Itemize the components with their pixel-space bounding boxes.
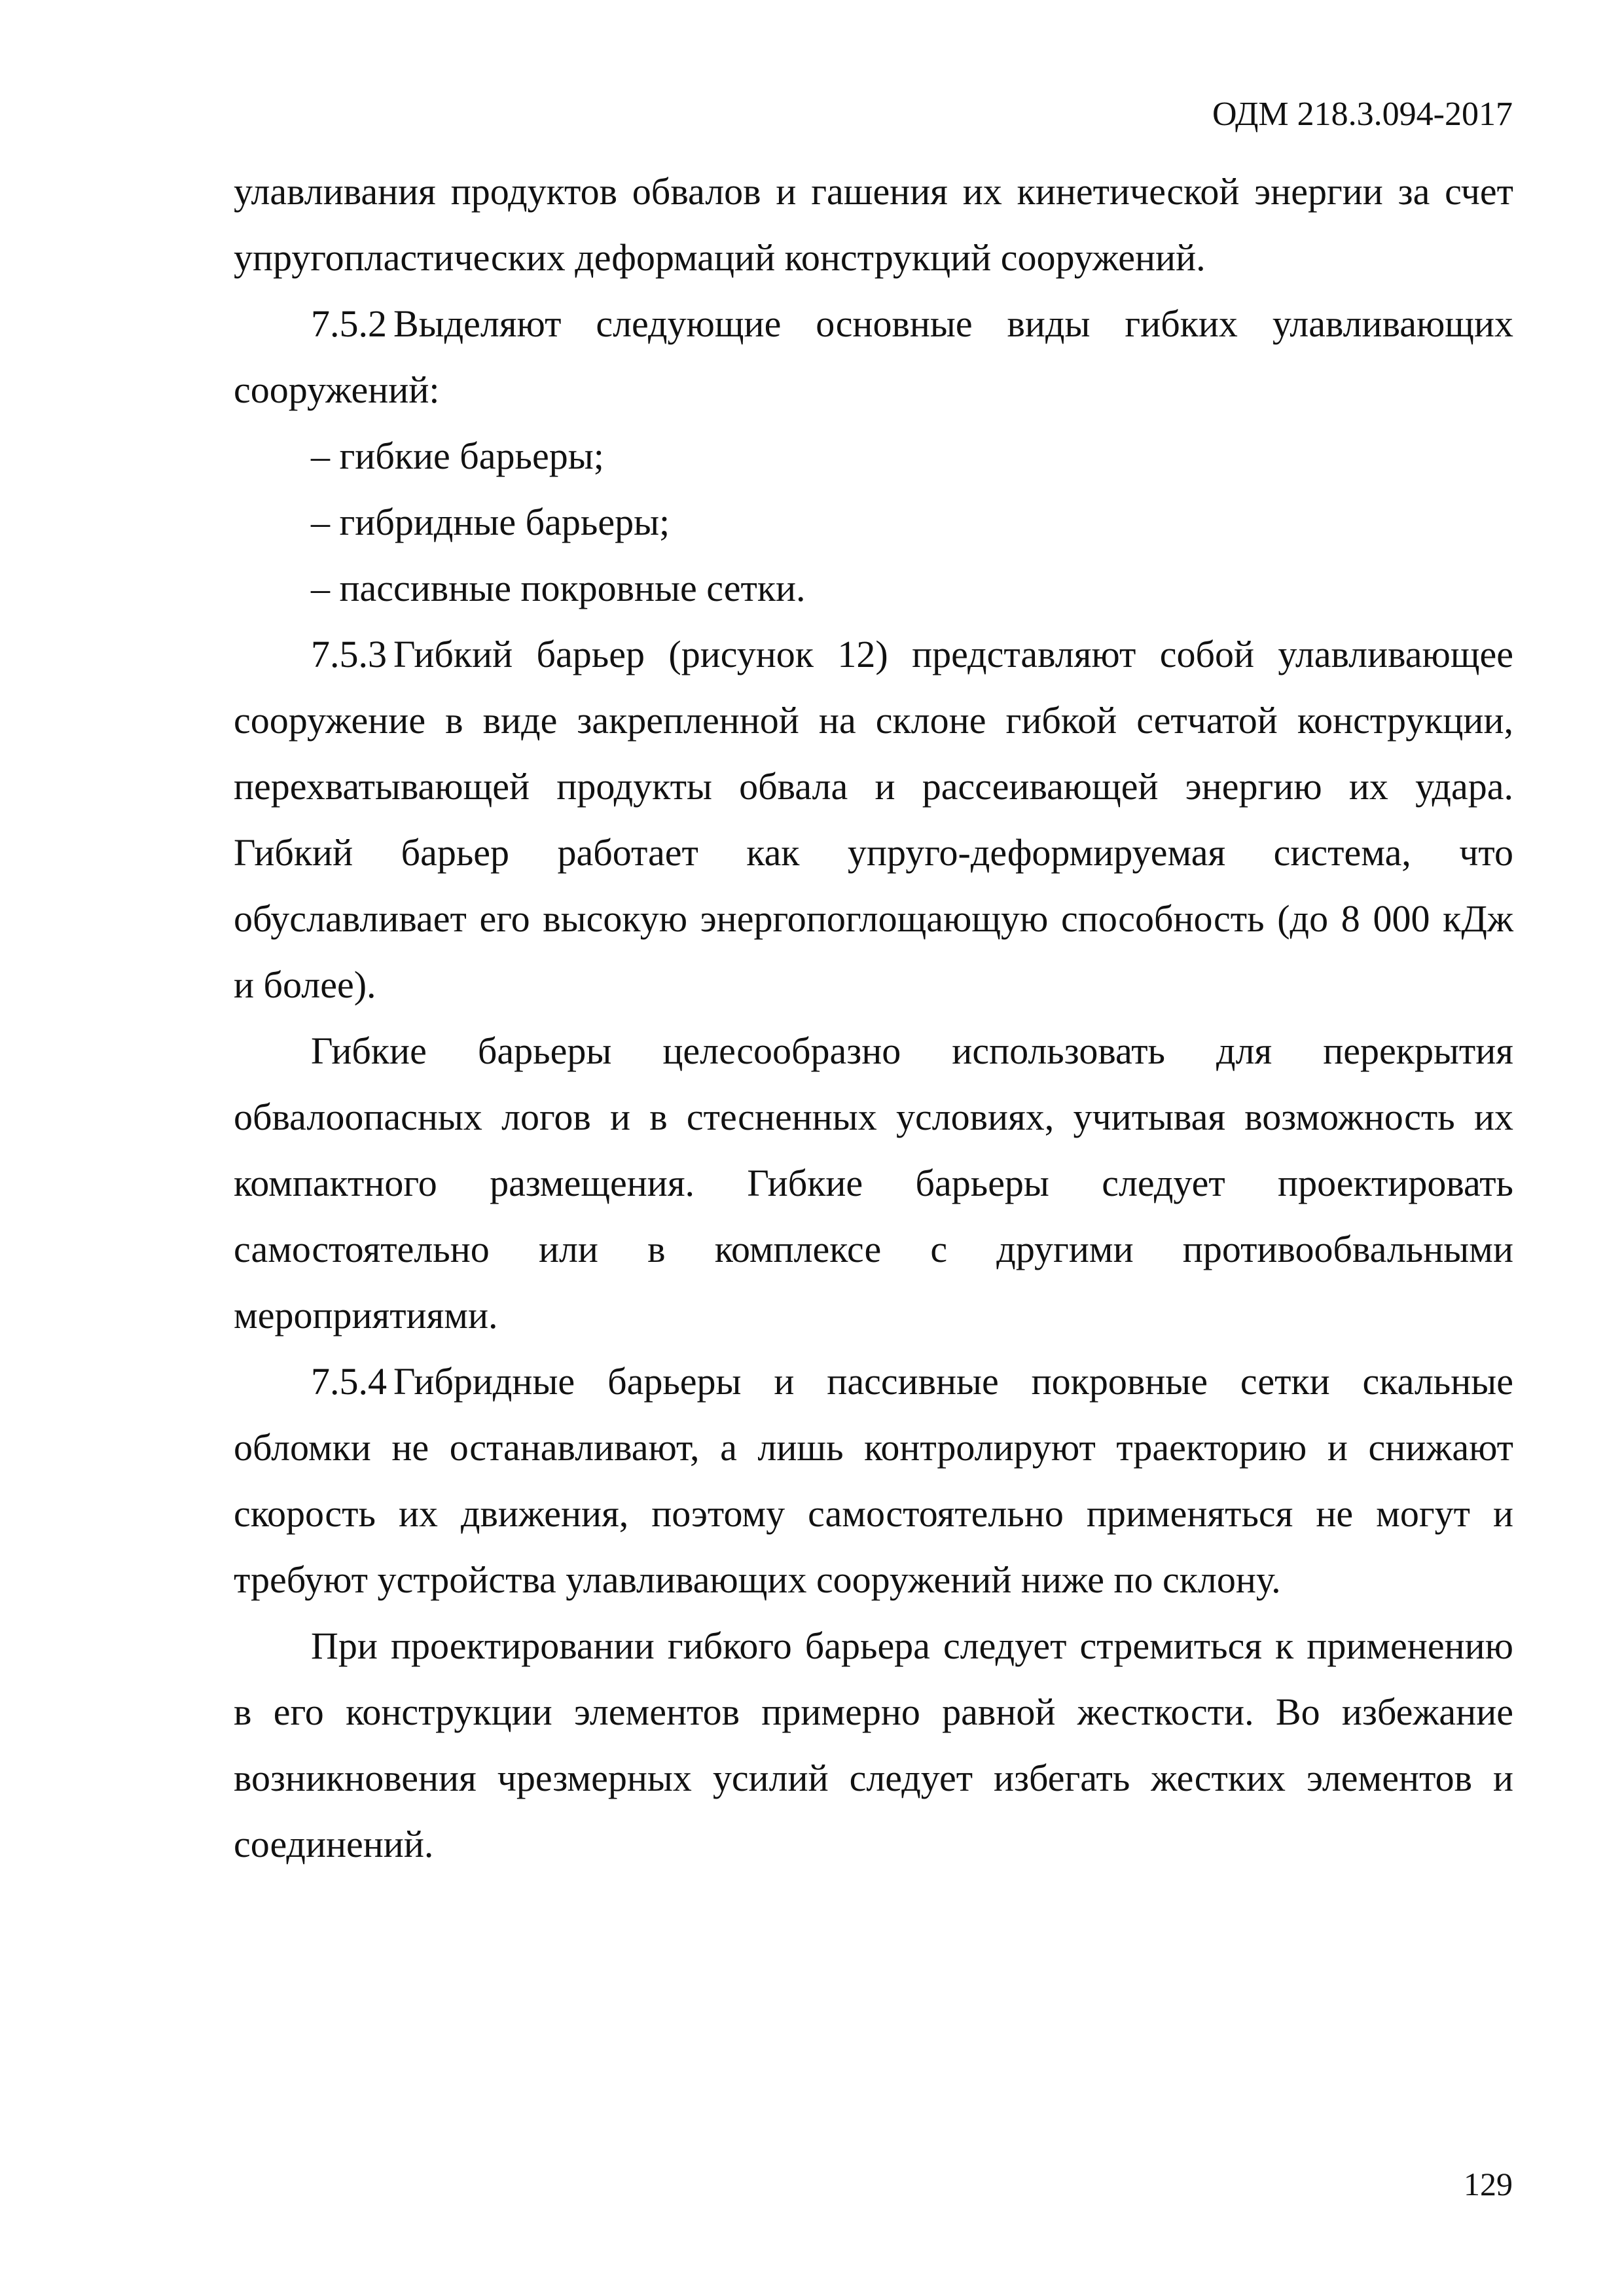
list-item-text: – гибкие барьеры; xyxy=(311,435,604,477)
page-number: 129 xyxy=(1464,2166,1513,2202)
document-header: ОДМ 218.3.094-2017 xyxy=(1212,96,1513,133)
paragraph-text: Гибкий барьер (рисунок 12) представляют собой улавливающее сооружение в виде закрепленной на склоне гибкой сетчатой конструкции, перехватывающей продукты обвала и рассеивающей энергию их удара. Гибкий барьер работает как упруго-деформируемая система, что обуславливает его высокую энергопоглощающую способность (до 8 000 кДж и более). xyxy=(234,633,1513,1006)
paragraph xyxy=(234,1018,1513,1348)
paragraph-text: улавливания продуктов обвалов и гашения их кинетической энергии за счет упругопластических деформаций конструкций сооружений. xyxy=(234,170,1513,279)
paragraph-text: При проектировании гибкого барьера следует стремиться к применению в его конструкции элементов примерно равной жесткости. Во избежание возникновения чрезмерных усилий следует избегать жестких элементов и соединений. xyxy=(234,1624,1513,1865)
paragraph-continuation xyxy=(234,158,1513,291)
paragraph-text: Выделяют следующие основные виды гибких улавливающих сооружений: xyxy=(234,302,1513,411)
list-item-text: – пассивные покровные сетки. xyxy=(311,567,806,609)
paragraph-7-5-4 xyxy=(234,1348,1513,1613)
clause-number: 7.5.3 xyxy=(311,633,387,675)
paragraph-7-5-3 xyxy=(234,621,1513,1018)
list-item xyxy=(234,555,1513,621)
clause-number: 7.5.4 xyxy=(311,1360,387,1403)
paragraph-text: Гибридные барьеры и пассивные покровные сетки скальные обломки не останавливают, а лишь контролируют траекторию и снижают скорость их движения, поэтому самостоятельно применяться не могут и требуют устройства улавливающих сооружений ниже по склону. xyxy=(234,1360,1513,1601)
list-item xyxy=(234,489,1513,555)
document-body xyxy=(234,158,1513,1877)
list-item-text: – гибридные барьеры; xyxy=(311,501,670,543)
paragraph xyxy=(234,1613,1513,1877)
paragraph-7-5-2 xyxy=(234,291,1513,423)
list-item xyxy=(234,423,1513,489)
clause-number: 7.5.2 xyxy=(311,302,387,345)
paragraph-text: Гибкие барьеры целесообразно использовать для перекрытия обвалоопасных логов и в стесненных условиях, учитывая возможность их компактного размещения. Гибкие барьеры следует проектировать самостоятельно или в комплексе с другими противообвальными мероприятиями. xyxy=(234,1030,1513,1336)
